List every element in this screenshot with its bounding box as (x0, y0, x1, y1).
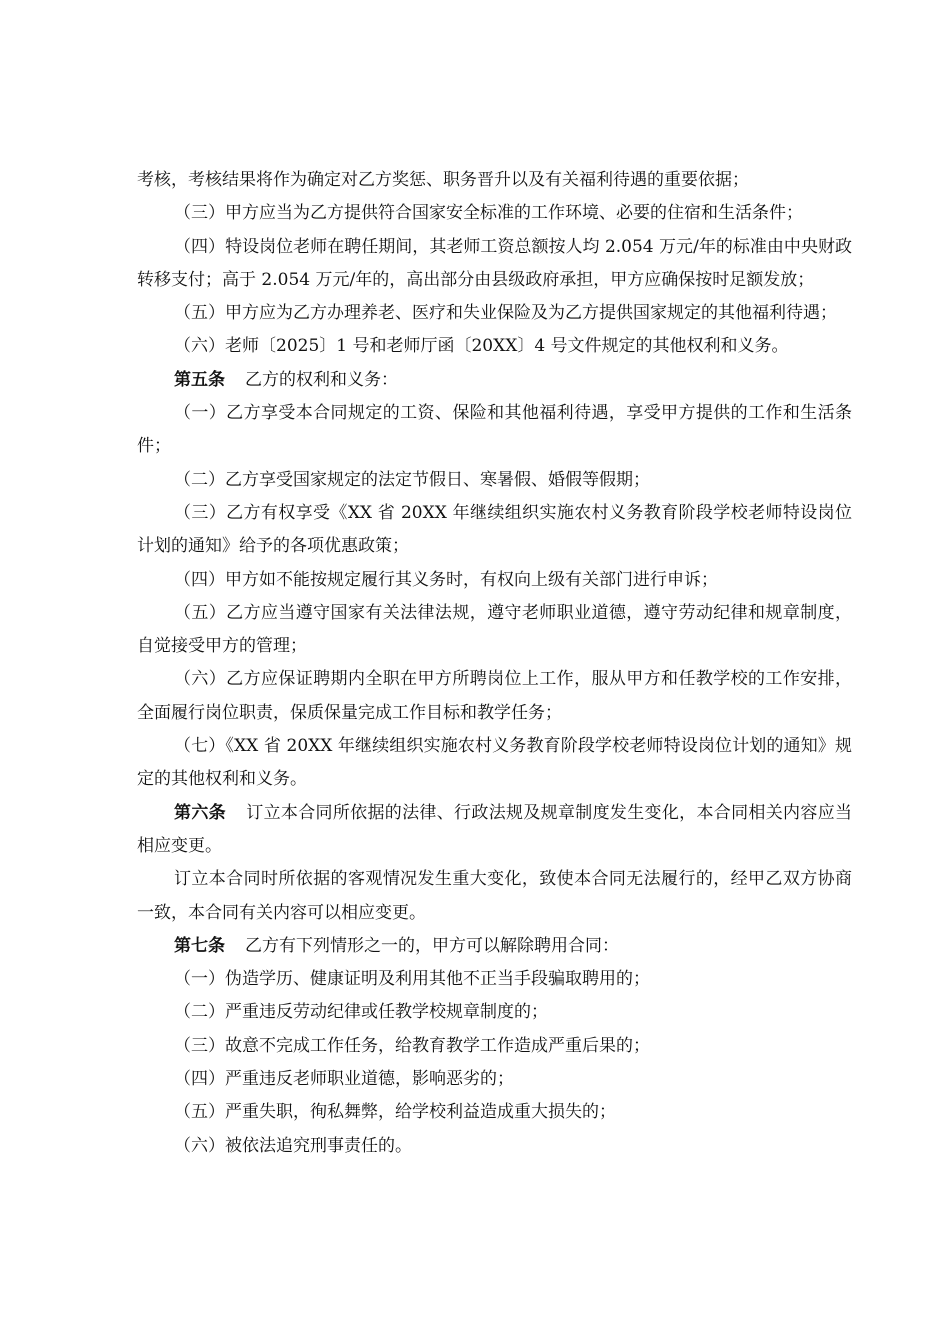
article5-item-3: （三）乙方有权享受《XX 省 20XX 年继续组织实施农村义务教育阶段学校老师特设岗位计划的通知》给予的各项优惠政策； (137, 502, 852, 557)
article4-item-4: （四）特设岗位老师在聘任期间，其老师工资总额按人均 2.054 万元/年的标准由中央财政转移支付；高于 2.054 万元/年的，高出部分由县级政府承担，甲方应确保按时足额发放； (137, 236, 852, 290)
article5-heading-line (137, 364, 852, 397)
article6-heading-line (137, 797, 852, 864)
article5-item-5: （五）乙方应当遵守国家有关法律法规，遵守老师职业道德，遵守劳动纪律和规章制度，自觉接受甲方的管理； (137, 602, 852, 657)
article7-item-5: （五）严重失职，徇私舞弊，给学校利益造成重大损失的； (174, 1102, 616, 1123)
article7-item-6: （六）被依法追究刑事责任的。 (174, 1135, 412, 1156)
article5-item-6: （六）乙方应保证聘期内全职在甲方所聘岗位上工作，服从甲方和任教学校的工作安排，全面履行岗位职责，保质保量完成工作目标和教学任务； (137, 669, 852, 723)
article5-title: 乙方的权利和义务： (245, 369, 398, 390)
article7-heading-line (137, 930, 852, 963)
article7-item-1: （一）伪造学历、健康证明及利用其他不正当手段骗取聘用的； (174, 969, 650, 990)
article4-item-6: （六）老师〔2025〕1 号和老师厅函〔20XX〕4 号文件规定的其他权利和义务。 (174, 336, 789, 357)
article4-item-3: （三）甲方应当为乙方提供符合国家安全标准的工作环境、必要的住宿和生活条件； (174, 203, 803, 224)
article6-heading: 第六条 (174, 802, 226, 823)
paragraph-continuation: 考核，考核结果将作为确定对乙方奖惩、职务晋升以及有关福利待遇的重要依据； (137, 170, 749, 190)
article5-item-2: （二）乙方享受国家规定的法定节假日、寒暑假、婚假等假期； (174, 469, 650, 490)
article5-item-1: （一）乙方享受本合同规定的工资、保险和其他福利待遇，享受甲方提供的工作和生活条件； (137, 403, 852, 457)
article7-item-3: （三）故意不完成工作任务，给教育教学工作造成严重后果的； (174, 1035, 650, 1056)
article4-item-5: （五）甲方应为乙方办理养老、医疗和失业保险及为乙方提供国家规定的其他福利待遇； (174, 303, 837, 324)
article7-heading: 第七条 (174, 935, 225, 956)
article6-extra: 订立本合同时所依据的客观情况发生重大变化，致使本合同无法履行的，经甲乙双方协商一致，本合同有关内容可以相应变更。 (137, 869, 852, 923)
document-body (137, 164, 852, 1163)
article5-item-7: （七）《XX 省 20XX 年继续组织实施农村义务教育阶段学校老师特设岗位计划的通知》规定的其他权利和义务。 (137, 736, 852, 790)
article6-title: 订立本合同所依据的法律、行政法规及规章制度发生变化，本合同相关内容应当相应变更。 (137, 802, 853, 856)
article7-title: 乙方有下列情形之一的，甲方可以解除聘用合同： (245, 935, 619, 956)
article5-heading: 第五条 (174, 369, 225, 390)
article7-item-4: （四）严重违反老师职业道德，影响恶劣的； (174, 1069, 514, 1090)
article5-item-4: （四）甲方如不能按规定履行其义务时，有权向上级有关部门进行申诉； (174, 569, 718, 590)
article7-item-2: （二）严重违反劳动纪律或任教学校规章制度的； (174, 1002, 548, 1023)
